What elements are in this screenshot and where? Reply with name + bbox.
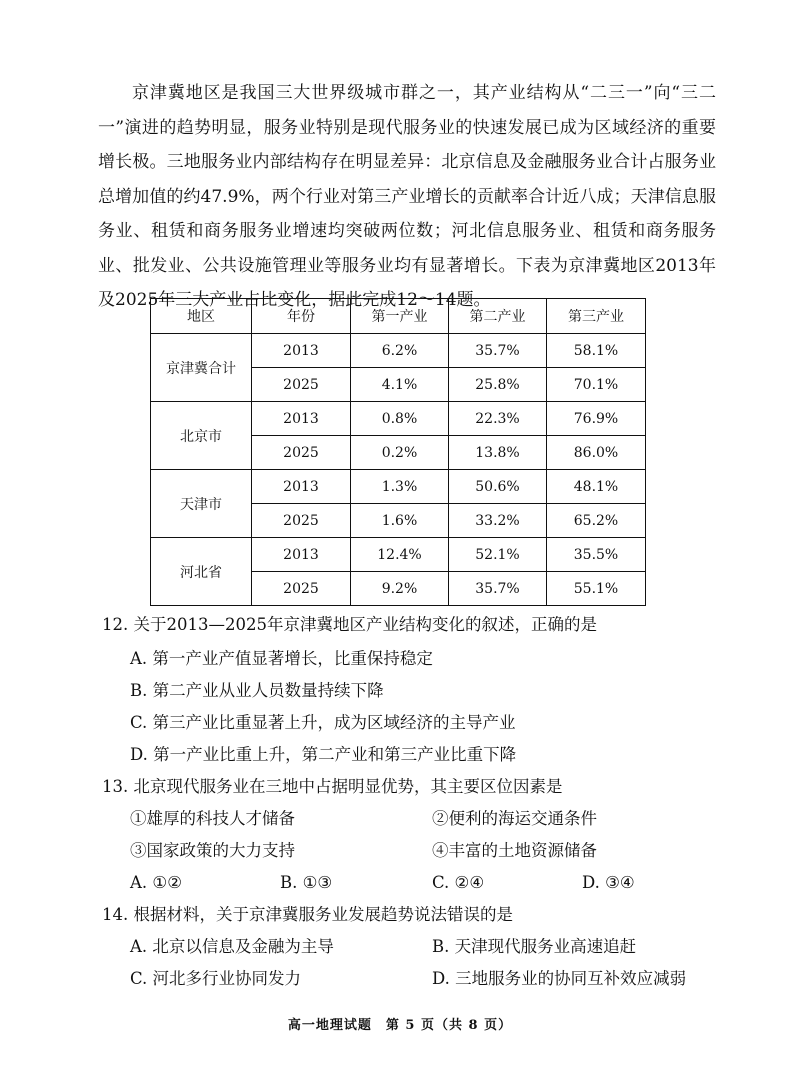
table-row <box>151 470 646 504</box>
header-primary: 第一产业 <box>351 299 449 334</box>
region-cell: 北京市 <box>151 402 252 470</box>
q14-option-a: A. 北京以信息及金融为主导 <box>130 937 334 956</box>
secondary-cell: 52.1% <box>449 538 547 572</box>
primary-cell: 4.1% <box>351 368 449 402</box>
secondary-cell: 13.8% <box>449 436 547 470</box>
table-row <box>151 402 646 436</box>
intro-paragraph: 京津冀地区是我国三大世界级城市群之一，其产业结构从“二三一”向“三二一”演进的趋势明显，服务业特别是现代服务业的快速发展已成为区域经济的重要增长极。三地服务业内部结构存在明显差异：北京信息及金融服务业合计占服务业总增加值的约47.9%，两个行业对第三产业增长的贡献率合计近八成；天津信息服务业、租赁和商务服务业增速均突破两位数；河北信息服务业、租赁和商务服务业、批发业、公共设施管理业等服务业均有显著增长。下表为京津冀地区2013年及2025年三大产业占比变化，据此完成12～14题。 <box>98 83 716 310</box>
secondary-cell: 35.7% <box>449 572 547 606</box>
year-cell: 2025 <box>252 436 351 470</box>
q14-option-b: B. 天津现代服务业高速追赶 <box>432 937 637 956</box>
industry-share-table <box>150 298 646 606</box>
year-cell: 2013 <box>252 402 351 436</box>
tertiary-cell: 48.1% <box>547 470 646 504</box>
q13-stem: 13. 北京现代服务业在三地中占据明显优势，其主要区位因素是 <box>102 777 563 796</box>
secondary-cell: 25.8% <box>449 368 547 402</box>
secondary-cell: 50.6% <box>449 470 547 504</box>
q14-stem: 14. 根据材料，关于京津冀服务业发展趋势说法错误的是 <box>102 905 513 924</box>
secondary-cell: 33.2% <box>449 504 547 538</box>
header-tertiary: 第三产业 <box>547 299 646 334</box>
year-cell: 2013 <box>252 334 351 368</box>
q12-option-b: B. 第二产业从业人员数量持续下降 <box>130 681 384 700</box>
tertiary-cell: 58.1% <box>547 334 646 368</box>
tertiary-cell: 55.1% <box>547 572 646 606</box>
tertiary-cell: 86.0% <box>547 436 646 470</box>
year-cell: 2025 <box>252 572 351 606</box>
secondary-cell: 22.3% <box>449 402 547 436</box>
tertiary-cell: 35.5% <box>547 538 646 572</box>
tertiary-cell: 65.2% <box>547 504 646 538</box>
q13-option-c: C. ②④ <box>432 873 485 892</box>
q13-item-4: ④丰富的土地资源储备 <box>432 841 597 860</box>
q13-item-3: ③国家政策的大力支持 <box>130 841 295 860</box>
year-cell: 2013 <box>252 470 351 504</box>
q13-option-d: D. ③④ <box>582 873 635 892</box>
year-cell: 2025 <box>252 504 351 538</box>
year-cell: 2013 <box>252 538 351 572</box>
table-row <box>151 334 646 368</box>
primary-cell: 6.2% <box>351 334 449 368</box>
primary-cell: 9.2% <box>351 572 449 606</box>
q13-item-1: ①雄厚的科技人才储备 <box>130 809 295 828</box>
q14-option-c: C. 河北多行业协同发力 <box>130 969 302 988</box>
secondary-cell: 35.7% <box>449 334 547 368</box>
region-cell: 京津冀合计 <box>151 334 252 402</box>
header-region: 地区 <box>151 299 252 334</box>
header-year: 年份 <box>252 299 351 334</box>
q13-item-2: ②便利的海运交通条件 <box>432 809 597 828</box>
q12-option-c: C. 第三产业比重显著上升，成为区域经济的主导产业 <box>130 713 516 732</box>
primary-cell: 0.8% <box>351 402 449 436</box>
tertiary-cell: 70.1% <box>547 368 646 402</box>
region-cell: 天津市 <box>151 470 252 538</box>
primary-cell: 12.4% <box>351 538 449 572</box>
table-header-row <box>151 299 646 334</box>
table-row <box>151 538 646 572</box>
q12-option-a: A. 第一产业产值显著增长，比重保持稳定 <box>130 649 433 668</box>
q14-option-d: D. 三地服务业的协同互补效应减弱 <box>432 969 687 988</box>
tertiary-cell: 76.9% <box>547 402 646 436</box>
year-cell: 2025 <box>252 368 351 402</box>
primary-cell: 1.6% <box>351 504 449 538</box>
region-cell: 河北省 <box>151 538 252 606</box>
page-footer: 高一地理试题 第 5 页（共 8 页） <box>287 1018 513 1033</box>
q13-option-b: B. ①③ <box>280 873 333 892</box>
header-secondary: 第二产业 <box>449 299 547 334</box>
primary-cell: 1.3% <box>351 470 449 504</box>
primary-cell: 0.2% <box>351 436 449 470</box>
q12-option-d: D. 第一产业比重上升，第二产业和第三产业比重下降 <box>130 745 517 764</box>
q13-option-a: A. ①② <box>130 873 182 892</box>
q12-stem: 12. 关于2013—2025年京津冀地区产业结构变化的叙述，正确的是 <box>102 615 597 634</box>
